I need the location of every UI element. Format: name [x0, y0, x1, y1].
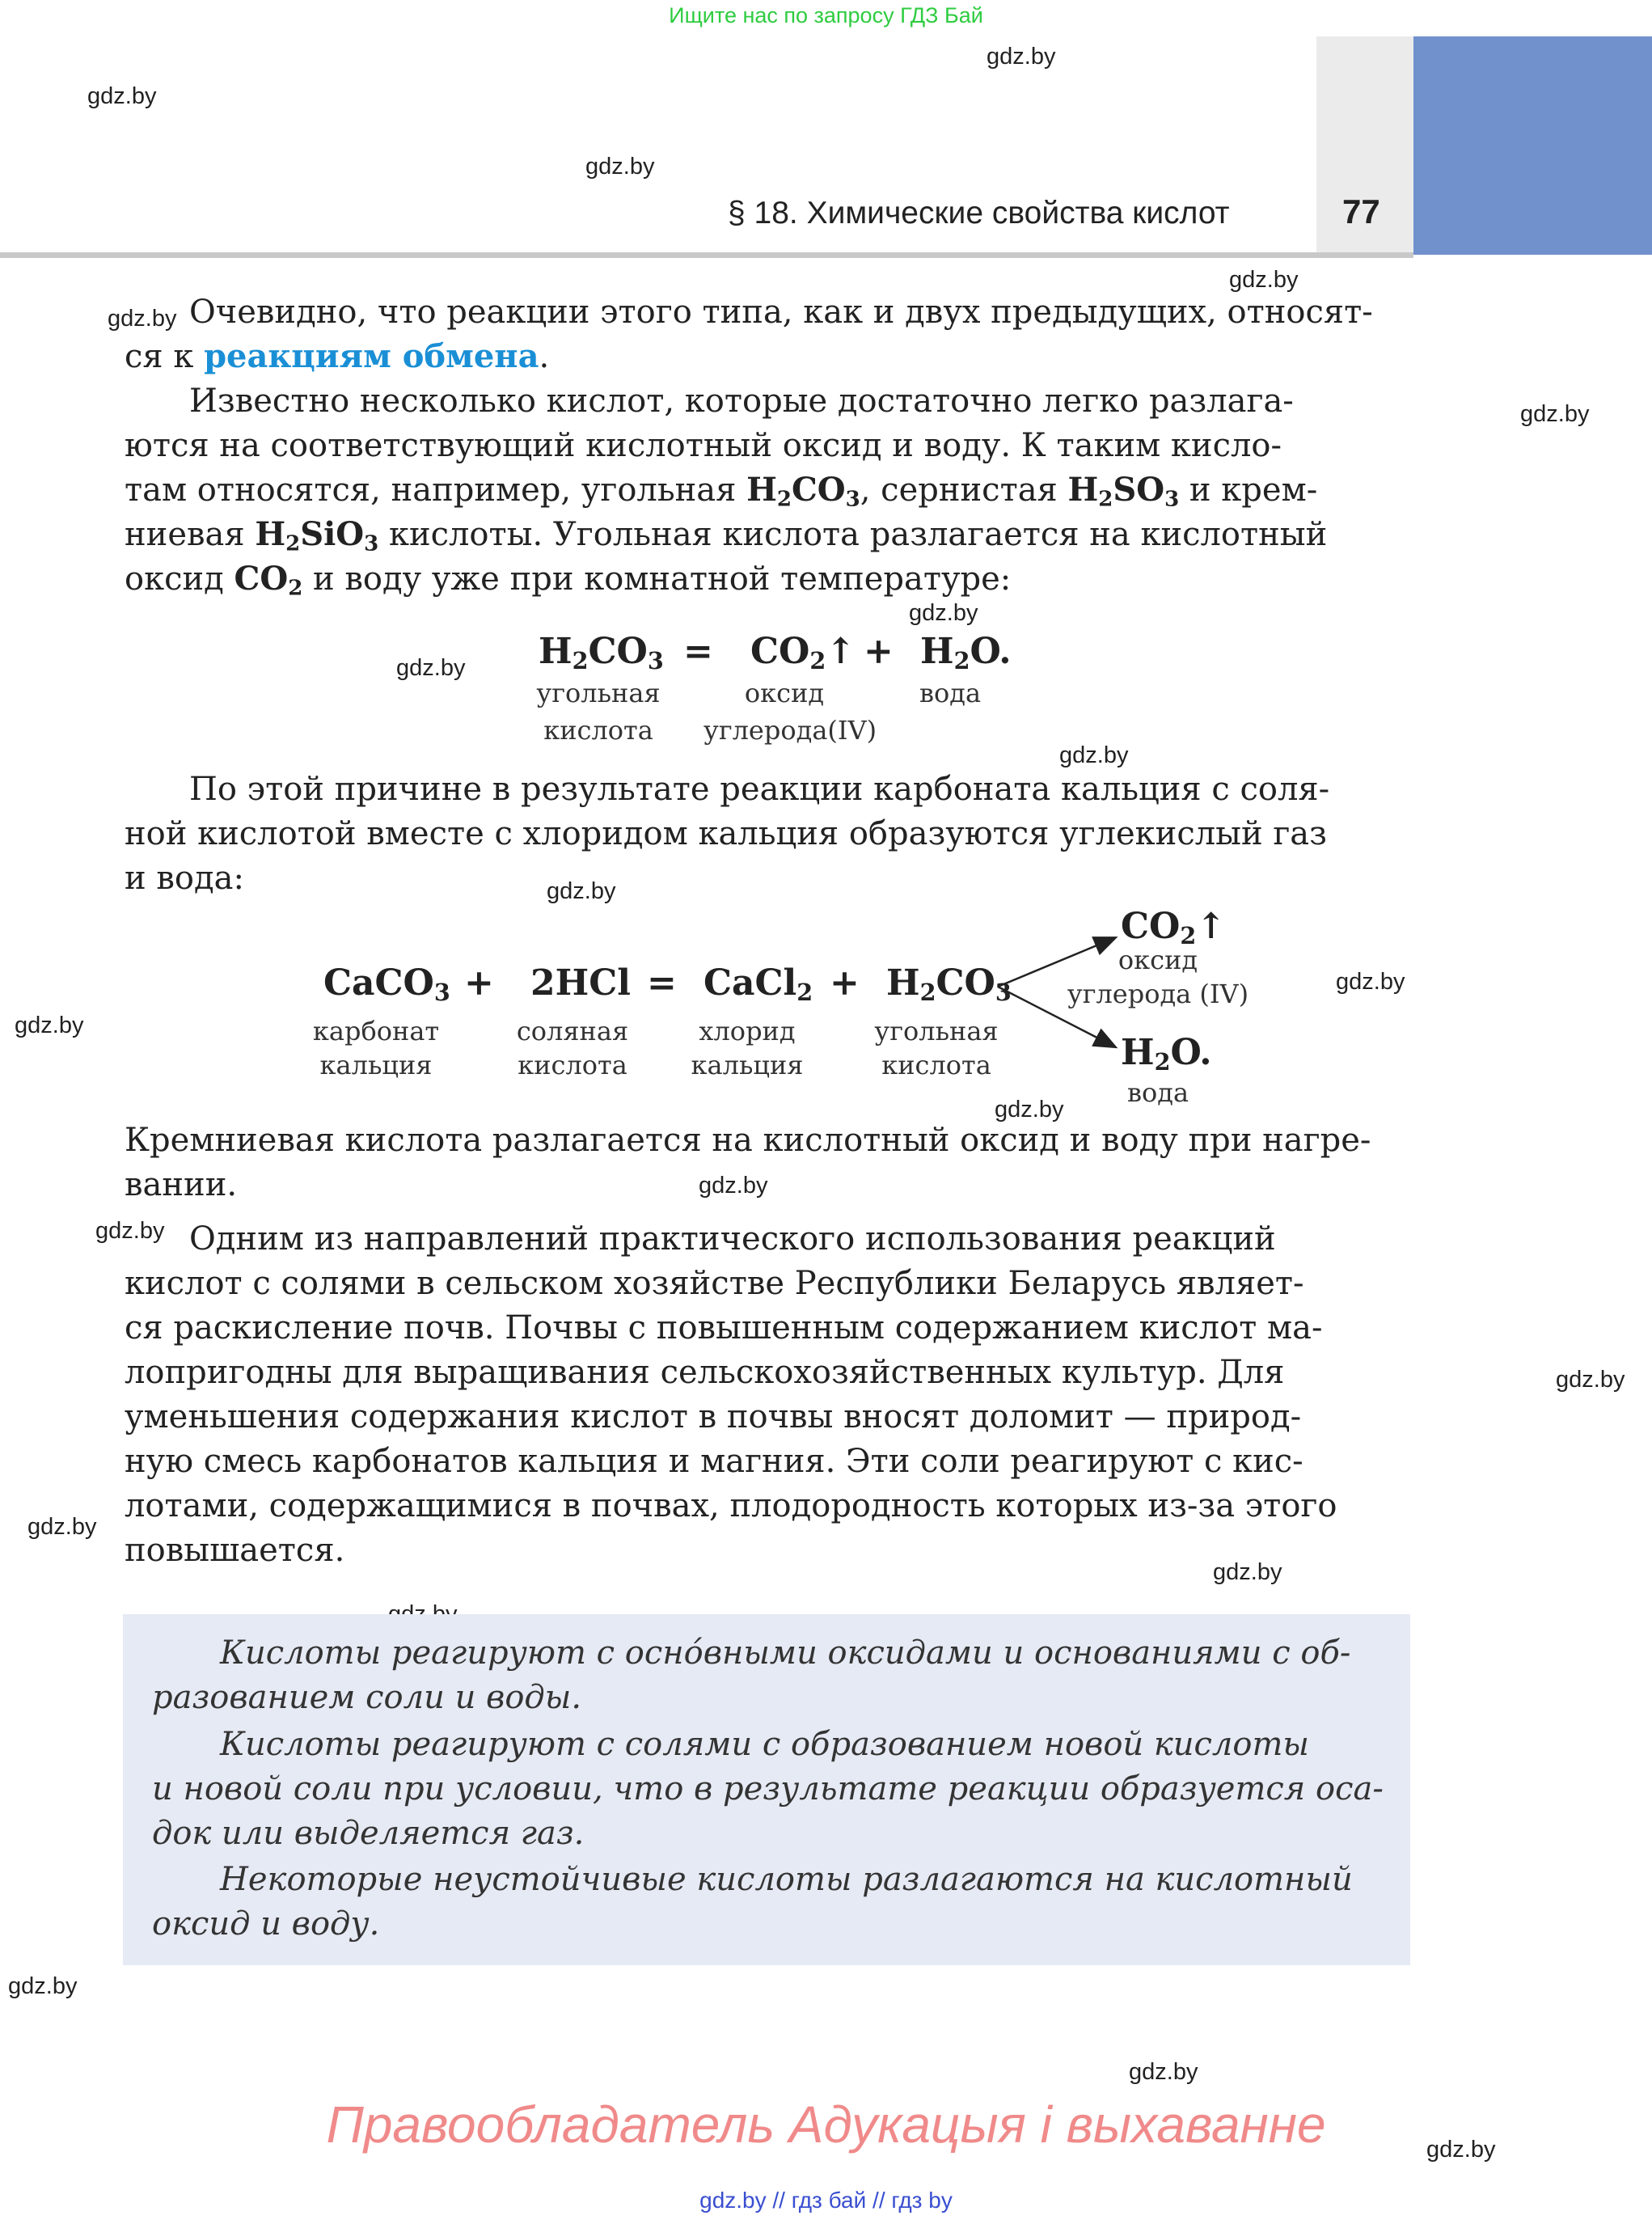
equals-sign: = [683, 631, 713, 672]
formula-caco3: CaCO$_3$ [323, 962, 450, 1007]
paragraph-line: По этой причине в результате реакции карбоната кальция с соля- [189, 771, 1330, 808]
section-title: § 18. Химические свойства кислот [728, 196, 1230, 230]
plus-sign: + [464, 962, 494, 1004]
paragraph-line: ся раскисление почв. Почвы с повышенным содержанием кислот ма- [125, 1309, 1323, 1347]
formula-co2-up: $CO_2↑$ [750, 631, 856, 675]
paragraph-line: кислот с солями в сельском хозяйстве Республики Беларусь являет- [125, 1265, 1304, 1302]
watermark: gdz.by [8, 1973, 78, 1999]
paragraph-line: Известно несколько кислот, которые достаточно легко разлага- [189, 383, 1294, 420]
caption: углерода (IV) [1067, 979, 1249, 1009]
paragraph-line: ются на соответствующий кислотный оксид и воду. К таким кисло- [125, 427, 1282, 464]
watermark: gdz.by [1213, 1559, 1282, 1585]
watermark: gdz.by [987, 44, 1056, 70]
paragraph-line: ной кислотой вместе с хлоридом кальция образуются углекислый газ [125, 815, 1327, 852]
watermark: gdz.by [995, 1097, 1064, 1123]
top-note: Ищите нас по запросу ГДЗ Бай [669, 3, 983, 27]
watermark: gdz.by [87, 83, 157, 109]
watermark: gdz.by [27, 1514, 97, 1540]
caption: вода [919, 678, 982, 708]
watermark: gdz.by [1336, 969, 1405, 995]
paragraph-line: лопригодны для выращивания сельскохозяйственных культур. Для [125, 1354, 1285, 1391]
watermark: gdz.by [1520, 401, 1590, 427]
watermark: gdz.by [1229, 267, 1299, 293]
formula-h2o: $H_2O$. [920, 631, 1012, 675]
caption: кислота [543, 715, 653, 746]
caption: хлорид [699, 1016, 796, 1046]
caption: соляная [516, 1016, 629, 1046]
formula-h2co3: $H_2CO_3$ [539, 631, 664, 675]
caption: кальция [319, 1050, 433, 1080]
watermark: gdz.by [95, 1218, 165, 1244]
paragraph-line: лотами, содержащимися в почвах, плодородность которых из-за этого [125, 1487, 1337, 1524]
caption: углерода(IV) [703, 715, 877, 746]
caption: кислота [518, 1050, 627, 1080]
caption: оксид [1118, 945, 1198, 975]
copyright-notice: Правообладатель Адукацыя і выхаванне [326, 2095, 1326, 2154]
paragraph-line: оксид $CO_2$ и воду уже при комнатной температуре: [125, 560, 1012, 601]
paragraph-line: Очевидно, что реакции этого типа, как и двух предыдущих, относят- [189, 294, 1373, 331]
summary-line: Некоторые неустойчивые кислоты разлагаются на кислотный [220, 1861, 1353, 1898]
plus-sign: + [830, 962, 860, 1004]
watermark: gdz.by [1426, 2137, 1496, 2163]
watermark: gdz.by [909, 600, 978, 626]
watermark: gdz.by [699, 1173, 768, 1199]
watermark: gdz.by [585, 154, 655, 180]
formula-co2-up: $CO_2↑$ [1121, 906, 1227, 950]
paragraph-line: Одним из направлений практического использования реакций [189, 1220, 1276, 1258]
summary-line: и новой соли при условии, что в результате реакции образуется оса- [152, 1770, 1384, 1808]
caption: кислота [881, 1050, 991, 1080]
formula-h2o: $H_2O$. [1121, 1032, 1212, 1076]
plus-sign: + [864, 631, 894, 672]
paragraph-line: Кремниевая кислота разлагается на кислотный оксид и воду при нагре- [125, 1122, 1371, 1159]
formula-cacl2: CaCl$_2$ [703, 962, 813, 1007]
watermark: gdz.by [547, 878, 616, 904]
paragraph-line: ся к реакциям обмена. [125, 337, 550, 375]
footer-links[interactable]: gdz.by // гдз бай // гдз by [699, 2188, 953, 2213]
watermark: gdz.by [15, 1013, 84, 1038]
term-highlight: реакциям обмена [204, 337, 539, 375]
watermark: gdz.by [396, 655, 466, 681]
caption: оксид [744, 678, 825, 708]
summary-line: док или выделяется газ. [152, 1815, 585, 1852]
paragraph-line: повышается. [125, 1532, 345, 1569]
page-number: 77 [1342, 192, 1380, 230]
summary-line: Кислоты реагируют с осно́вными оксидами и основаниями с об- [220, 1634, 1351, 1672]
paragraph-line: там относятся, например, угольная $H_2CO_3$, сернистая $H_2SO_3$ и крем- [125, 471, 1318, 512]
caption: вода [1126, 1077, 1189, 1108]
equals-sign: = [647, 962, 677, 1004]
caption: угольная [536, 678, 661, 708]
summary-line: Кислоты реагируют с солями с образованием новой кислоты [220, 1726, 1309, 1763]
formula-2hcl: 2HCl [530, 962, 631, 1004]
watermark: gdz.by [1129, 2059, 1198, 2085]
header-blue-block [1413, 36, 1652, 255]
paragraph-line: и вода: [125, 860, 244, 897]
summary-line: оксид и воду. [152, 1905, 380, 1943]
paragraph-line: ниевая $H_2SiO_3$ кислоты. Угольная кислота разлагается на кислотный [125, 515, 1328, 556]
watermark: gdz.by [1556, 1367, 1625, 1393]
watermark: gdz.by [108, 306, 177, 332]
header-divider [0, 252, 1413, 258]
watermark: gdz.by [1059, 742, 1129, 768]
caption: кальция [691, 1050, 804, 1080]
summary-line: разованием соли и воды. [152, 1679, 582, 1716]
paragraph-line: ную смесь карбонатов кальция и магния. Эти соли реагируют с кис- [125, 1443, 1303, 1480]
formula-h2co3: $H_2CO_3$ [886, 962, 1012, 1007]
caption: угольная [874, 1016, 999, 1046]
paragraph-line: вании. [125, 1166, 238, 1203]
paragraph-line: уменьшения содержания кислот в почвы вносят доломит — природ- [125, 1398, 1302, 1435]
caption: карбонат [312, 1016, 440, 1046]
